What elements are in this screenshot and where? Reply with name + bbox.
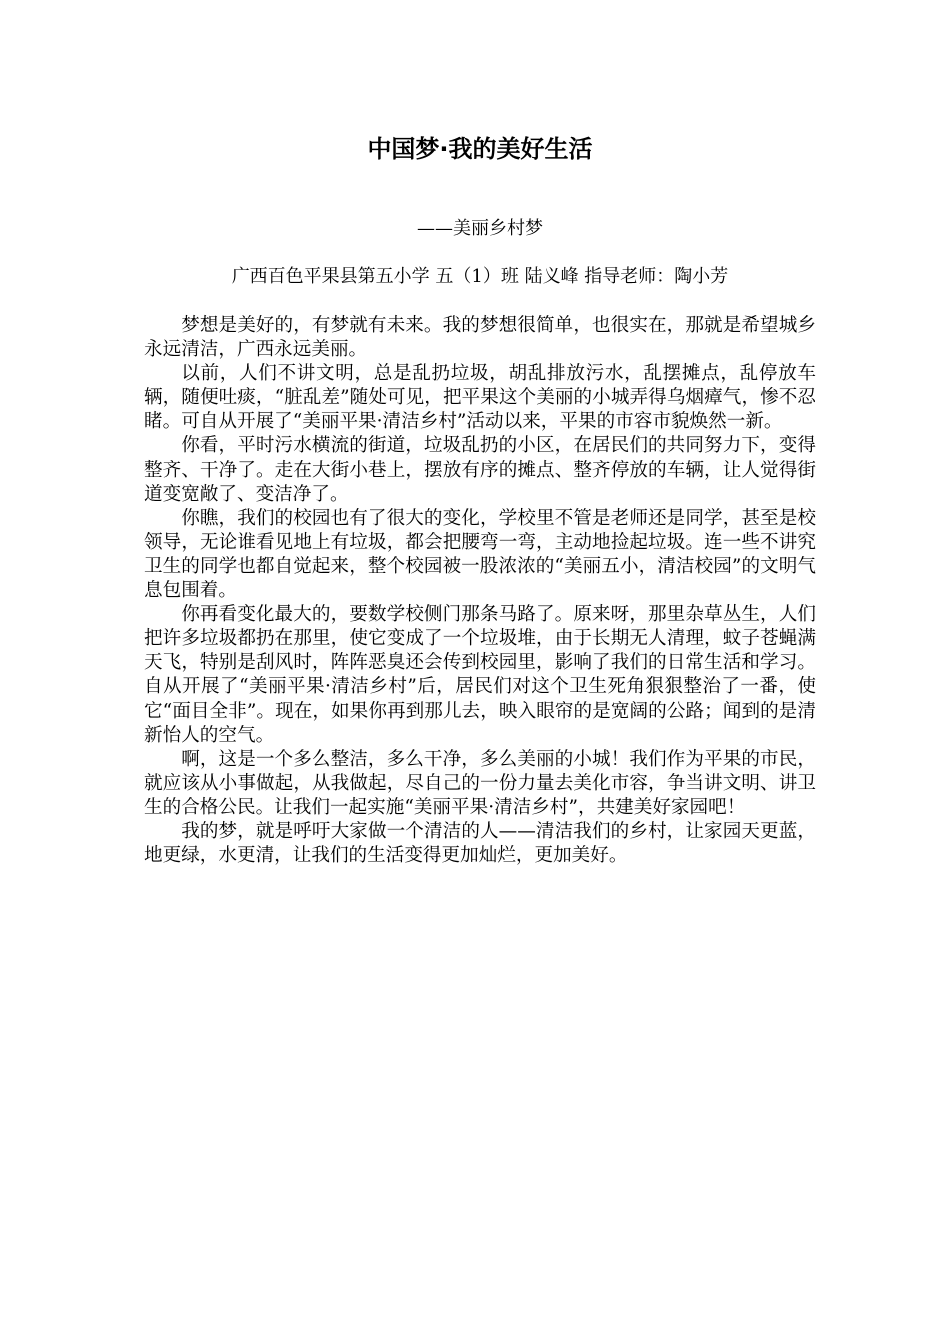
document-title: 中国梦·我的美好生活 (367, 135, 593, 163)
paragraph: 啊，这是一个多么整洁，多么干净，多么美丽的小城！我们作为平果的市民，就应该从小事做起，从我做起，尽自己的一份力量去美化市容，争当讲文明、讲卫生的合格公民。让我们一起实施“美丽平果·清洁乡村”，共建美好家园吧！ (144, 748, 816, 818)
author-byline: 广西百色平果县第五小学 五（1）班 陆义峰 指导老师：陶小芳 (231, 266, 729, 287)
essay-body (144, 314, 816, 868)
document-subtitle: ——美丽乡村梦 (417, 218, 543, 239)
paragraph: 我的梦，就是呼吁大家做一个清洁的人——清洁我们的乡村，让家园天更蓝，地更绿，水更清，让我们的生活变得更加灿烂，更加美好。 (144, 820, 816, 867)
paragraph: 你再看变化最大的，要数学校侧门那条马路了。原来呀，那里杂草丛生，人们把许多垃圾都扔在那里，使它变成了一个垃圾堆，由于长期无人清理，蚊子苍蝇满天飞，特别是刮风时，阵阵恶臭还会传到校园里，影响了我们的日常生活和学习。自从开展了“美丽平果·清洁乡村”后，居民们对这个卫生死角狠狠整治了一番，使它“面目全非”。现在，如果你再到那儿去，映入眼帘的是宽阔的公路；闻到的是清新怡人的空气。 (144, 604, 816, 746)
paragraph: 你瞧，我们的校园也有了很大的变化，学校里不管是老师还是同学，甚至是校领导，无论谁看见地上有垃圾，都会把腰弯一弯，主动地捡起垃圾。连一些不讲究卫生的同学也都自觉起来，整个校园被一股浓浓的“美丽五小，清洁校园”的文明气息包围着。 (144, 507, 816, 602)
paragraph: 你看，平时污水横流的街道，垃圾乱扔的小区，在居民们的共同努力下，变得整齐、干净了。走在大街小巷上，摆放有序的摊点、整齐停放的车辆，让人觉得街道变宽敞了、变洁净了。 (144, 435, 816, 505)
paragraph: 梦想是美好的，有梦就有未来。我的梦想很简单，也很实在，那就是希望城乡永远清洁，广西永远美丽。 (144, 315, 816, 361)
paragraph: 以前，人们不讲文明，总是乱扔垃圾，胡乱排放污水，乱摆摊点，乱停放车辆，随便吐痰，“脏乱差”随处可见，把平果这个美丽的小城弄得乌烟瘴气，惨不忍睹。可自从开展了“美丽平果·清洁乡村”活动以来，平果的市容市貌焕然一新。 (144, 363, 816, 433)
